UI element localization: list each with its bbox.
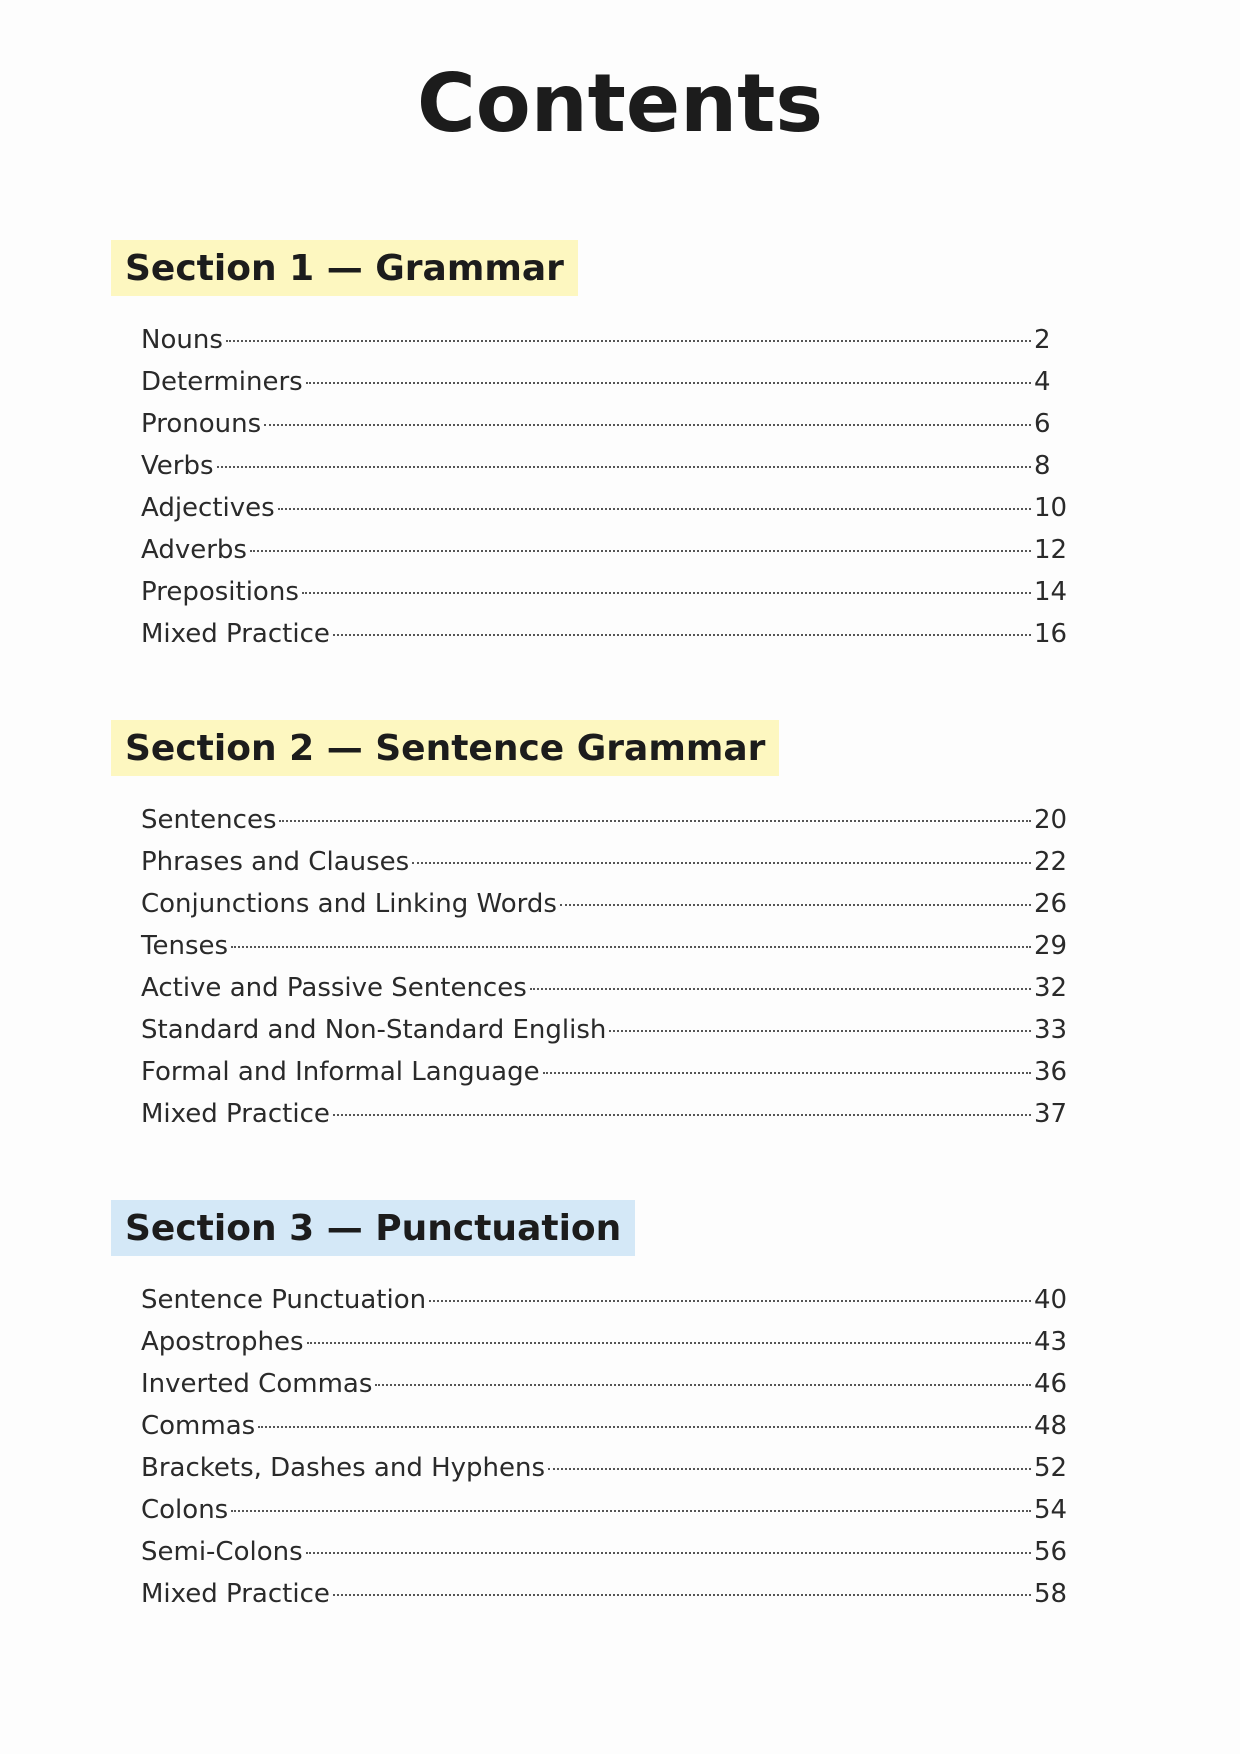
toc-entry-title: Sentences xyxy=(141,805,277,835)
toc-entry xyxy=(141,1579,1068,1621)
dot-leader xyxy=(264,424,1031,426)
toc-entry-page-number: 26 xyxy=(1034,889,1068,919)
toc-entry-title: Pronouns xyxy=(141,409,262,439)
toc-entry-title: Conjunctions and Linking Words xyxy=(141,889,557,919)
toc-entry-title: Sentence Punctuation xyxy=(141,1285,427,1315)
toc-entry-title: Formal and Informal Language xyxy=(141,1057,540,1087)
toc-entry-title: Active and Passive Sentences xyxy=(141,973,527,1003)
toc-entry-page-number: 16 xyxy=(1034,619,1068,649)
dot-leader xyxy=(530,988,1031,990)
dot-leader xyxy=(231,946,1031,948)
dot-leader xyxy=(548,1468,1031,1470)
dot-leader xyxy=(333,634,1031,636)
toc-entry-title: Brackets, Dashes and Hyphens xyxy=(141,1453,546,1483)
dot-leader xyxy=(609,1030,1031,1032)
dot-leader xyxy=(306,382,1031,384)
toc-entry-title: Tenses xyxy=(141,931,229,961)
toc-entry-title: Verbs xyxy=(141,451,214,481)
toc-entry xyxy=(141,451,1068,493)
toc-entry-title: Standard and Non-Standard English xyxy=(141,1015,607,1045)
dot-leader xyxy=(217,466,1031,468)
toc-entry-page-number: 10 xyxy=(1034,493,1068,523)
toc-entry xyxy=(141,1057,1068,1099)
toc-entry-page-number: 2 xyxy=(1034,325,1051,355)
toc-entry-page-number: 58 xyxy=(1034,1579,1068,1609)
toc-entry-title: Nouns xyxy=(141,325,223,355)
dot-leader xyxy=(333,1594,1031,1596)
toc-entry-title: Adverbs xyxy=(141,535,247,565)
toc-entry-page-number: 52 xyxy=(1034,1453,1068,1483)
toc-entry xyxy=(141,409,1068,451)
dot-leader xyxy=(231,1510,1031,1512)
dot-leader xyxy=(226,340,1031,342)
dot-leader xyxy=(333,1114,1031,1116)
toc-entry-page-number: 22 xyxy=(1034,847,1068,877)
toc-entry-title: Adjectives xyxy=(141,493,275,523)
toc-entry xyxy=(141,973,1068,1015)
dot-leader xyxy=(279,820,1031,822)
toc-entry-title: Mixed Practice xyxy=(141,1579,330,1609)
section-3-entries xyxy=(141,1285,1068,1621)
toc-entry xyxy=(141,889,1068,931)
toc-entry-page-number: 12 xyxy=(1034,535,1068,565)
toc-entry-title: Mixed Practice xyxy=(141,1099,330,1129)
section-2-heading: Section 2 — Sentence Grammar xyxy=(111,720,779,776)
dot-leader xyxy=(258,1426,1031,1428)
toc-entry-title: Prepositions xyxy=(141,577,299,607)
toc-entry xyxy=(141,493,1068,535)
toc-entry xyxy=(141,619,1068,661)
toc-entry xyxy=(141,577,1068,619)
toc-entry-title: Mixed Practice xyxy=(141,619,330,649)
dot-leader xyxy=(278,508,1031,510)
toc-entry-title: Apostrophes xyxy=(141,1327,304,1357)
toc-entry-page-number: 56 xyxy=(1034,1537,1068,1567)
toc-entry-page-number: 40 xyxy=(1034,1285,1068,1315)
toc-entry-title: Commas xyxy=(141,1411,256,1441)
toc-entry xyxy=(141,367,1068,409)
toc-entry-page-number: 43 xyxy=(1034,1327,1068,1357)
toc-entry xyxy=(141,535,1068,577)
dot-leader xyxy=(543,1072,1031,1074)
dot-leader xyxy=(412,862,1031,864)
toc-entry-page-number: 6 xyxy=(1034,409,1051,439)
toc-entry xyxy=(141,1369,1068,1411)
toc-entry-title: Inverted Commas xyxy=(141,1369,373,1399)
section-2-entries xyxy=(141,805,1068,1141)
dot-leader xyxy=(560,904,1031,906)
toc-entry-page-number: 37 xyxy=(1034,1099,1068,1129)
toc-entry xyxy=(141,1453,1068,1495)
dot-leader xyxy=(375,1384,1031,1386)
toc-entry-page-number: 4 xyxy=(1034,367,1051,397)
dot-leader xyxy=(429,1300,1031,1302)
section-3-heading: Section 3 — Punctuation xyxy=(111,1200,635,1256)
toc-entry xyxy=(141,1015,1068,1057)
dot-leader xyxy=(307,1342,1032,1344)
toc-entry xyxy=(141,1285,1068,1327)
toc-entry xyxy=(141,1537,1068,1579)
toc-entry-page-number: 32 xyxy=(1034,973,1068,1003)
toc-entry xyxy=(141,1495,1068,1537)
toc-entry-page-number: 36 xyxy=(1034,1057,1068,1087)
toc-entry-page-number: 46 xyxy=(1034,1369,1068,1399)
toc-entry-page-number: 8 xyxy=(1034,451,1051,481)
toc-entry xyxy=(141,1327,1068,1369)
toc-entry xyxy=(141,1099,1068,1141)
toc-entry xyxy=(141,931,1068,973)
dot-leader xyxy=(306,1552,1031,1554)
dot-leader xyxy=(250,550,1031,552)
toc-entry-title: Semi-Colons xyxy=(141,1537,303,1567)
toc-entry xyxy=(141,847,1068,889)
toc-entry xyxy=(141,1411,1068,1453)
section-1-heading: Section 1 — Grammar xyxy=(111,240,578,296)
toc-entry-page-number: 14 xyxy=(1034,577,1068,607)
toc-entry-page-number: 20 xyxy=(1034,805,1068,835)
toc-entry-title: Determiners xyxy=(141,367,303,397)
section-1-entries xyxy=(141,325,1068,661)
toc-entry xyxy=(141,325,1068,367)
toc-entry-page-number: 29 xyxy=(1034,931,1068,961)
toc-entry-page-number: 54 xyxy=(1034,1495,1068,1525)
toc-entry-title: Colons xyxy=(141,1495,229,1525)
toc-entry-title: Phrases and Clauses xyxy=(141,847,410,877)
dot-leader xyxy=(302,592,1031,594)
toc-entry xyxy=(141,805,1068,847)
page-title: Contents xyxy=(417,57,823,150)
toc-entry-page-number: 33 xyxy=(1034,1015,1068,1045)
toc-entry-page-number: 48 xyxy=(1034,1411,1068,1441)
